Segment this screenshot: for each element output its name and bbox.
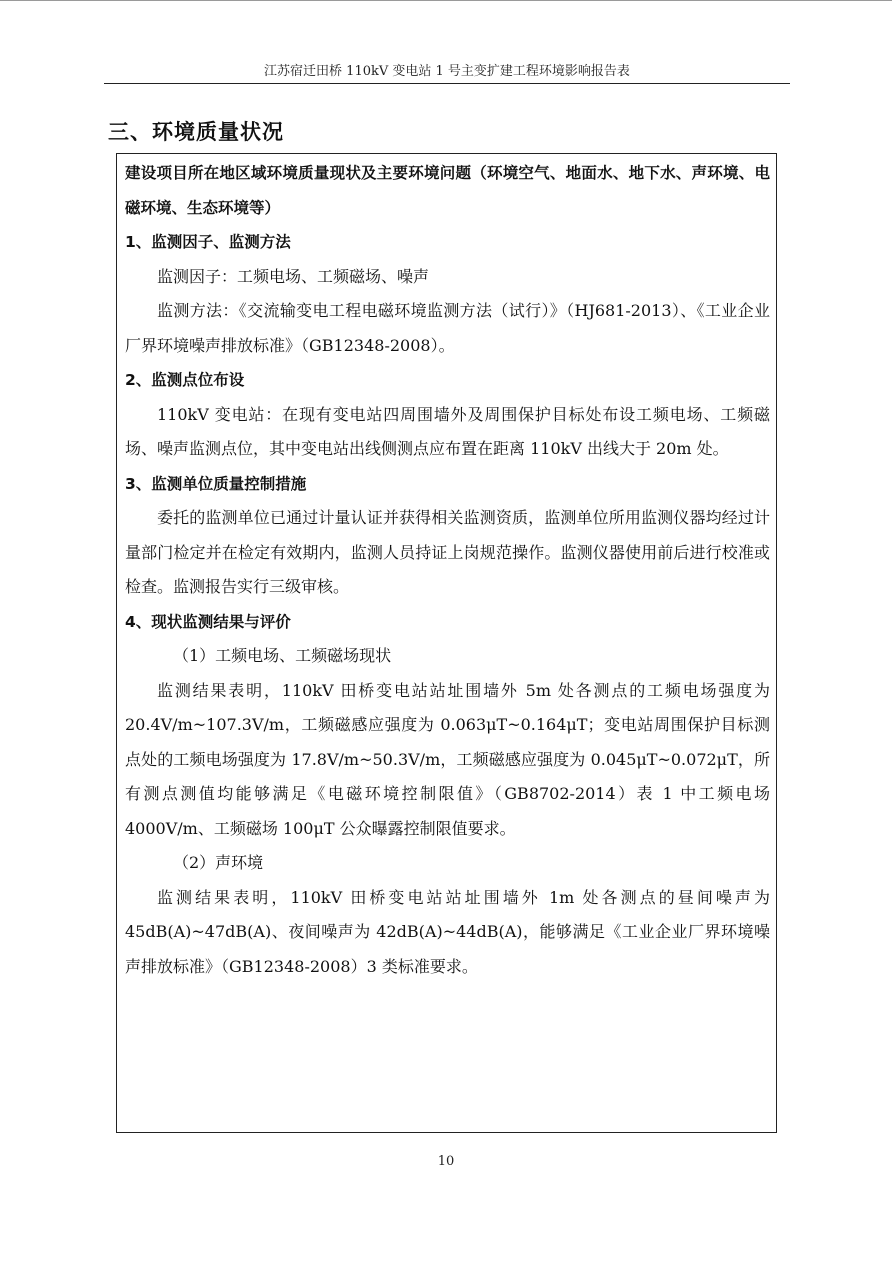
results-subtitle-em: （1）工频电场、工频磁场现状 bbox=[173, 646, 392, 665]
box-heading: 建设项目所在地区域环境质量现状及主要环境问题（环境空气、地面水、地下水、声环境、电磁环境、生态环境等） bbox=[125, 164, 770, 217]
section-title: 三、环境质量状况 bbox=[108, 120, 284, 144]
monitoring-points-title: 2、监测点位布设 bbox=[125, 371, 245, 389]
results-em-text: 监测结果表明，110kV 田桥变电站站址围墙外 5m 处各测点的工频电场强度为 20.4V/m~107.3V/m，工频磁感应强度为 0.063μT~0.164μT；变电站周围保护目标测点处的工频电场强度为 17.8V/m~50.3V/m，工频磁感应强度为 0.045μT~0.072μT，所有测点测值均能够满足《电磁环境控制限值》（GB8702-2014）表 1 中工频电场 4000V/m、工频磁场 100μT 公众曝露控制限值要求。 bbox=[125, 680, 770, 838]
quality-control-text: 委托的监测单位已通过计量认证并获得相关监测资质，监测单位所用监测仪器均经过计量部门检定并在检定有效期内，监测人员持证上岗规范操作。监测仪器使用前后进行校准或检查。监测报告实行三级审核。 bbox=[125, 508, 770, 596]
box-content bbox=[125, 156, 770, 984]
monitoring-methods-text: 监测方法：《交流输变电工程电磁环境监测方法（试行）》（HJ681-2013）、《工业企业厂界环境噪声排放标准》（GB12348-2008）。 bbox=[125, 301, 770, 355]
results-noise-text: 监测结果表明，110kV 田桥变电站站址围墙外 1m 处各测点的昼间噪声为 45dB(A)~47dB(A)、夜间噪声为 42dB(A)~44dB(A)，能够满足《工业企业厂界环境噪声排放标准》（GB12348-2008）3 类标准要求。 bbox=[125, 887, 770, 976]
page-header: 江苏宿迁田桥 110kV 变电站 1 号主变扩建工程环境影响报告表 bbox=[264, 64, 630, 79]
quality-control-title: 3、监测单位质量控制措施 bbox=[125, 474, 307, 493]
results-title: 4、现状监测结果与评价 bbox=[125, 612, 291, 631]
header-rule bbox=[104, 83, 790, 84]
page-top-edge bbox=[0, 0, 892, 1]
environment-quality-box bbox=[116, 153, 777, 1133]
monitoring-factors-text: 监测因子：工频电场、工频磁场、噪声 bbox=[157, 266, 430, 286]
results-subtitle-noise: （2）声环境 bbox=[173, 853, 264, 872]
monitoring-factors-title: 1、监测因子、监测方法 bbox=[125, 233, 291, 251]
monitoring-points-text: 110kV 变电站：在现有变电站四周围墙外及周围保护目标处布设工频电场、工频磁场、噪声监测点位，其中变电站出线侧测点应布置在距离 110kV 出线大于 20m 处。 bbox=[125, 404, 770, 458]
page-number: 10 bbox=[437, 1154, 455, 1169]
